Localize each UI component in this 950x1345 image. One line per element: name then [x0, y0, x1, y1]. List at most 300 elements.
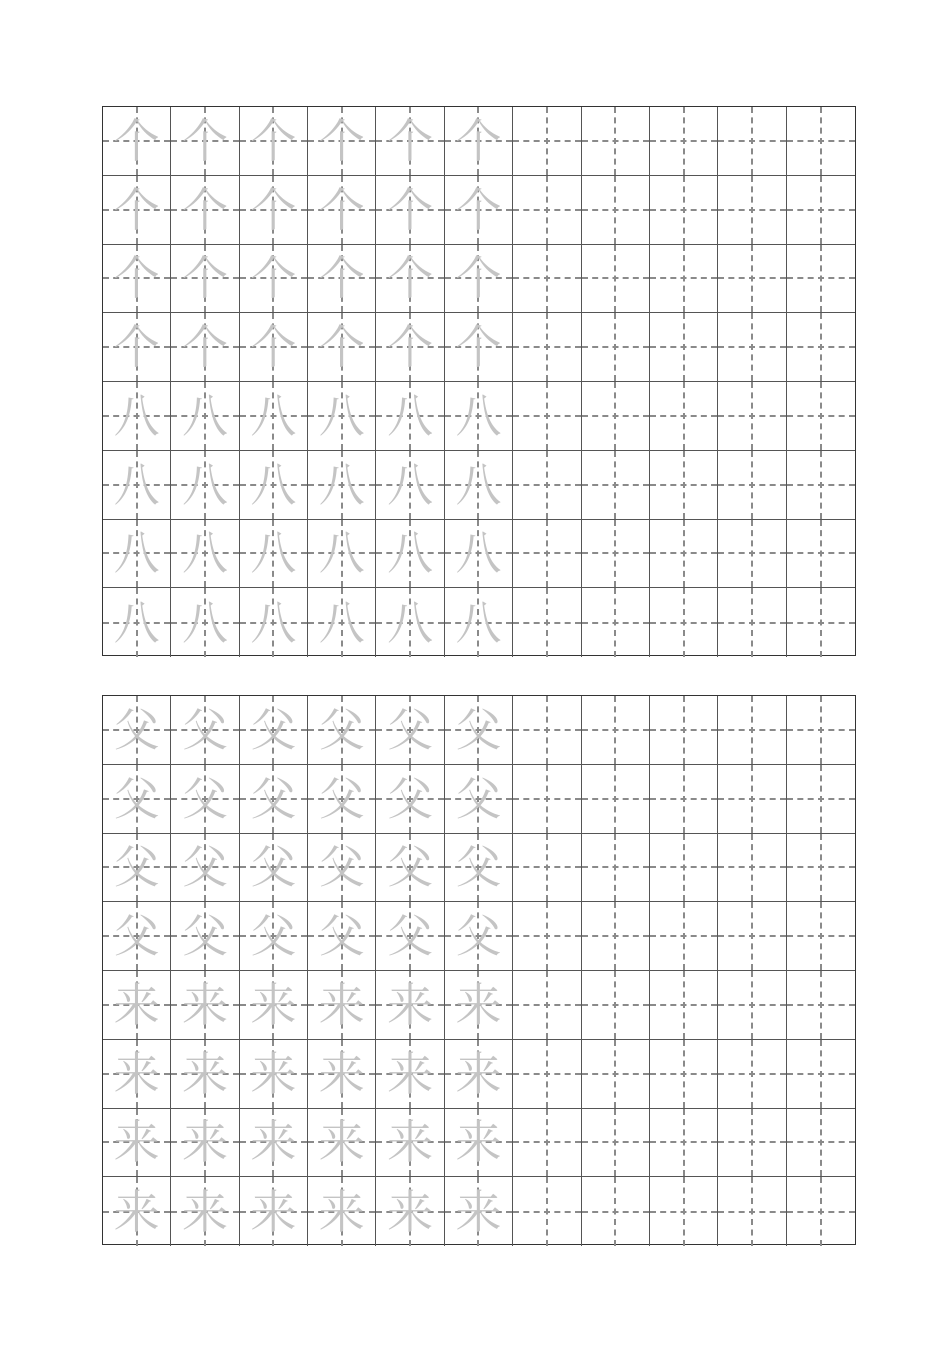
empty-cell [582, 765, 650, 834]
vertical-guide-line [683, 971, 685, 1039]
trace-character: 来 [387, 977, 434, 1032]
trace-character: 父 [182, 702, 229, 757]
vertical-guide-line [820, 245, 822, 313]
practice-row [103, 245, 855, 314]
empty-cell [582, 1177, 650, 1246]
trace-cell [308, 245, 376, 314]
trace-cell [171, 1177, 239, 1246]
empty-cell [650, 1040, 718, 1109]
trace-character: 父 [455, 702, 502, 757]
vertical-guide-line [683, 1177, 685, 1246]
trace-character: 来 [182, 1115, 229, 1170]
trace-character: 八 [182, 526, 229, 581]
empty-cell [513, 902, 581, 971]
trace-cell [445, 1177, 513, 1246]
trace-cell [308, 451, 376, 520]
empty-cell [718, 451, 786, 520]
trace-cell [445, 1109, 513, 1178]
vertical-guide-line [751, 176, 753, 244]
trace-cell [308, 176, 376, 245]
trace-cell [240, 971, 308, 1040]
vertical-guide-line [614, 696, 616, 764]
trace-cell [240, 382, 308, 451]
trace-character: 个 [455, 182, 502, 237]
trace-character: 个 [182, 251, 229, 306]
empty-cell [787, 765, 855, 834]
trace-character: 八 [387, 595, 434, 650]
trace-cell [445, 520, 513, 589]
empty-cell [650, 520, 718, 589]
empty-cell [513, 520, 581, 589]
trace-character: 八 [387, 388, 434, 443]
empty-cell [718, 176, 786, 245]
trace-character: 来 [387, 1184, 434, 1239]
trace-cell [376, 834, 444, 903]
vertical-guide-line [820, 382, 822, 450]
vertical-guide-line [546, 245, 548, 313]
vertical-guide-line [683, 176, 685, 244]
empty-cell [718, 520, 786, 589]
trace-character: 父 [113, 702, 160, 757]
vertical-guide-line [683, 765, 685, 833]
trace-character: 八 [455, 526, 502, 581]
trace-character: 八 [250, 595, 297, 650]
vertical-guide-line [614, 971, 616, 1039]
vertical-guide-line [751, 971, 753, 1039]
trace-character: 八 [182, 388, 229, 443]
vertical-guide-line [546, 107, 548, 175]
empty-cell [582, 588, 650, 657]
trace-character: 个 [182, 320, 229, 375]
trace-character: 父 [455, 771, 502, 826]
trace-character: 个 [113, 251, 160, 306]
empty-cell [582, 245, 650, 314]
vertical-guide-line [614, 176, 616, 244]
practice-row [103, 971, 855, 1040]
empty-cell [787, 176, 855, 245]
trace-character: 来 [318, 1046, 365, 1101]
trace-cell [308, 696, 376, 765]
trace-character: 八 [250, 388, 297, 443]
trace-cell [445, 696, 513, 765]
empty-cell [718, 696, 786, 765]
trace-cell [376, 176, 444, 245]
trace-cell [308, 971, 376, 1040]
trace-cell [376, 1040, 444, 1109]
vertical-guide-line [546, 176, 548, 244]
trace-character: 八 [113, 388, 160, 443]
practice-row [103, 1109, 855, 1178]
trace-character: 八 [113, 595, 160, 650]
vertical-guide-line [614, 382, 616, 450]
vertical-guide-line [683, 834, 685, 902]
trace-cell [376, 107, 444, 176]
trace-cell [240, 834, 308, 903]
trace-cell [376, 1177, 444, 1246]
trace-cell [171, 834, 239, 903]
trace-cell [103, 1040, 171, 1109]
vertical-guide-line [614, 834, 616, 902]
vertical-guide-line [820, 696, 822, 764]
trace-cell [240, 245, 308, 314]
empty-cell [513, 245, 581, 314]
practice-row [103, 696, 855, 765]
trace-character: 个 [318, 251, 365, 306]
trace-character: 来 [318, 977, 365, 1032]
practice-row [103, 1040, 855, 1109]
empty-cell [718, 588, 786, 657]
empty-cell [650, 107, 718, 176]
empty-cell [650, 313, 718, 382]
vertical-guide-line [751, 765, 753, 833]
trace-character: 八 [318, 526, 365, 581]
trace-character: 来 [455, 1184, 502, 1239]
trace-cell [103, 451, 171, 520]
empty-cell [650, 176, 718, 245]
trace-character: 父 [318, 702, 365, 757]
trace-cell [308, 1109, 376, 1178]
trace-character: 个 [113, 320, 160, 375]
trace-cell [240, 765, 308, 834]
trace-character: 父 [387, 771, 434, 826]
vertical-guide-line [751, 588, 753, 657]
trace-character: 个 [455, 251, 502, 306]
vertical-guide-line [820, 765, 822, 833]
trace-character: 八 [455, 388, 502, 443]
trace-character: 父 [182, 840, 229, 895]
trace-cell [103, 588, 171, 657]
trace-cell [171, 765, 239, 834]
trace-character: 来 [387, 1046, 434, 1101]
trace-cell [171, 313, 239, 382]
trace-cell [240, 1177, 308, 1246]
empty-cell [650, 245, 718, 314]
empty-cell [787, 382, 855, 451]
trace-cell [103, 382, 171, 451]
vertical-guide-line [683, 107, 685, 175]
empty-cell [787, 834, 855, 903]
trace-character: 来 [113, 977, 160, 1032]
trace-cell [308, 313, 376, 382]
vertical-guide-line [820, 971, 822, 1039]
trace-character: 八 [182, 457, 229, 512]
trace-cell [376, 696, 444, 765]
trace-cell [308, 588, 376, 657]
trace-character: 个 [387, 113, 434, 168]
trace-character: 八 [250, 526, 297, 581]
vertical-guide-line [683, 313, 685, 381]
trace-character: 来 [250, 1184, 297, 1239]
trace-character: 个 [250, 320, 297, 375]
vertical-guide-line [820, 1177, 822, 1246]
trace-cell [240, 1040, 308, 1109]
empty-cell [513, 313, 581, 382]
empty-cell [650, 382, 718, 451]
empty-cell [650, 971, 718, 1040]
practice-row [103, 107, 855, 176]
trace-character: 来 [113, 1184, 160, 1239]
trace-cell [103, 313, 171, 382]
empty-cell [513, 451, 581, 520]
trace-cell [171, 451, 239, 520]
empty-cell [513, 382, 581, 451]
vertical-guide-line [751, 520, 753, 588]
trace-cell [103, 971, 171, 1040]
vertical-guide-line [614, 588, 616, 657]
vertical-guide-line [683, 520, 685, 588]
vertical-guide-line [614, 245, 616, 313]
trace-cell [171, 696, 239, 765]
trace-character: 父 [113, 909, 160, 964]
trace-cell [308, 520, 376, 589]
trace-character: 个 [182, 113, 229, 168]
trace-cell [308, 107, 376, 176]
trace-character: 父 [113, 840, 160, 895]
trace-cell [376, 313, 444, 382]
vertical-guide-line [683, 245, 685, 313]
trace-cell [445, 107, 513, 176]
vertical-guide-line [546, 451, 548, 519]
practice-grid-1 [102, 106, 856, 656]
empty-cell [718, 245, 786, 314]
trace-cell [171, 1040, 239, 1109]
vertical-guide-line [820, 451, 822, 519]
vertical-guide-line [820, 1109, 822, 1177]
vertical-guide-line [683, 696, 685, 764]
empty-cell [650, 588, 718, 657]
vertical-guide-line [820, 834, 822, 902]
trace-cell [171, 902, 239, 971]
empty-cell [718, 765, 786, 834]
trace-cell [445, 971, 513, 1040]
empty-cell [787, 313, 855, 382]
trace-cell [171, 588, 239, 657]
practice-row [103, 313, 855, 382]
trace-character: 个 [250, 182, 297, 237]
trace-cell [376, 451, 444, 520]
trace-character: 父 [113, 771, 160, 826]
vertical-guide-line [546, 1177, 548, 1246]
vertical-guide-line [751, 451, 753, 519]
trace-character: 来 [182, 1184, 229, 1239]
empty-cell [582, 834, 650, 903]
trace-character: 八 [182, 595, 229, 650]
trace-cell [445, 902, 513, 971]
trace-character: 个 [318, 182, 365, 237]
trace-character: 父 [182, 771, 229, 826]
trace-cell [240, 451, 308, 520]
empty-cell [513, 971, 581, 1040]
empty-cell [513, 696, 581, 765]
vertical-guide-line [683, 451, 685, 519]
trace-character: 个 [250, 113, 297, 168]
trace-character: 个 [113, 182, 160, 237]
trace-cell [445, 176, 513, 245]
empty-cell [513, 1177, 581, 1246]
trace-cell [103, 1177, 171, 1246]
empty-cell [513, 176, 581, 245]
trace-character: 来 [455, 1046, 502, 1101]
vertical-guide-line [546, 382, 548, 450]
empty-cell [582, 696, 650, 765]
vertical-guide-line [614, 520, 616, 588]
trace-character: 来 [387, 1115, 434, 1170]
trace-cell [445, 588, 513, 657]
trace-cell [103, 834, 171, 903]
vertical-guide-line [751, 107, 753, 175]
trace-cell [171, 176, 239, 245]
trace-character: 来 [113, 1046, 160, 1101]
trace-cell [376, 765, 444, 834]
trace-cell [308, 1040, 376, 1109]
trace-character: 父 [387, 909, 434, 964]
trace-cell [308, 834, 376, 903]
trace-character: 八 [387, 526, 434, 581]
empty-cell [650, 902, 718, 971]
vertical-guide-line [546, 696, 548, 764]
empty-cell [513, 588, 581, 657]
vertical-guide-line [751, 245, 753, 313]
practice-row [103, 1177, 855, 1246]
trace-character: 八 [455, 595, 502, 650]
trace-character: 个 [318, 320, 365, 375]
vertical-guide-line [751, 902, 753, 970]
trace-cell [445, 834, 513, 903]
trace-character: 个 [387, 320, 434, 375]
trace-character: 八 [250, 457, 297, 512]
trace-character: 个 [182, 182, 229, 237]
trace-character: 父 [250, 840, 297, 895]
empty-cell [787, 1109, 855, 1178]
vertical-guide-line [751, 313, 753, 381]
trace-character: 八 [455, 457, 502, 512]
vertical-guide-line [614, 107, 616, 175]
empty-cell [718, 1177, 786, 1246]
empty-cell [582, 382, 650, 451]
trace-cell [103, 520, 171, 589]
trace-cell [240, 107, 308, 176]
empty-cell [787, 520, 855, 589]
trace-cell [240, 588, 308, 657]
vertical-guide-line [751, 1040, 753, 1108]
trace-character: 来 [250, 1115, 297, 1170]
vertical-guide-line [683, 1040, 685, 1108]
trace-cell [171, 1109, 239, 1178]
vertical-guide-line [751, 1109, 753, 1177]
vertical-guide-line [820, 1040, 822, 1108]
trace-cell [308, 902, 376, 971]
trace-cell [376, 1109, 444, 1178]
vertical-guide-line [546, 588, 548, 657]
trace-character: 八 [318, 457, 365, 512]
vertical-guide-line [546, 1040, 548, 1108]
vertical-guide-line [546, 834, 548, 902]
practice-row [103, 520, 855, 589]
trace-character: 八 [113, 526, 160, 581]
trace-cell [240, 902, 308, 971]
empty-cell [513, 1109, 581, 1178]
practice-row [103, 176, 855, 245]
trace-character: 父 [455, 909, 502, 964]
empty-cell [718, 834, 786, 903]
trace-character: 父 [455, 840, 502, 895]
vertical-guide-line [546, 313, 548, 381]
trace-cell [445, 765, 513, 834]
trace-cell [171, 382, 239, 451]
empty-cell [582, 1040, 650, 1109]
vertical-guide-line [751, 1177, 753, 1246]
trace-character: 个 [387, 251, 434, 306]
empty-cell [513, 1040, 581, 1109]
trace-cell [308, 765, 376, 834]
empty-cell [650, 765, 718, 834]
vertical-guide-line [546, 765, 548, 833]
trace-cell [445, 313, 513, 382]
empty-cell [582, 176, 650, 245]
trace-cell [103, 176, 171, 245]
trace-character: 父 [250, 909, 297, 964]
empty-cell [787, 588, 855, 657]
trace-character: 父 [387, 840, 434, 895]
trace-cell [171, 520, 239, 589]
empty-cell [582, 107, 650, 176]
trace-cell [445, 245, 513, 314]
vertical-guide-line [683, 1109, 685, 1177]
trace-cell [103, 245, 171, 314]
trace-character: 来 [182, 977, 229, 1032]
vertical-guide-line [546, 902, 548, 970]
trace-cell [240, 313, 308, 382]
vertical-guide-line [683, 588, 685, 657]
empty-cell [787, 1040, 855, 1109]
trace-character: 八 [318, 595, 365, 650]
trace-cell [103, 107, 171, 176]
trace-character: 个 [318, 113, 365, 168]
practice-row [103, 902, 855, 971]
trace-cell [240, 696, 308, 765]
vertical-guide-line [614, 313, 616, 381]
empty-cell [787, 1177, 855, 1246]
vertical-guide-line [614, 1040, 616, 1108]
vertical-guide-line [820, 902, 822, 970]
vertical-guide-line [683, 382, 685, 450]
empty-cell [582, 902, 650, 971]
empty-cell [513, 107, 581, 176]
vertical-guide-line [614, 1177, 616, 1246]
trace-character: 来 [318, 1184, 365, 1239]
trace-cell [171, 245, 239, 314]
vertical-guide-line [820, 588, 822, 657]
trace-cell [103, 1109, 171, 1178]
trace-character: 父 [318, 840, 365, 895]
vertical-guide-line [751, 696, 753, 764]
trace-character: 个 [113, 113, 160, 168]
trace-character: 来 [455, 977, 502, 1032]
trace-cell [171, 971, 239, 1040]
trace-character: 八 [113, 457, 160, 512]
trace-cell [103, 696, 171, 765]
trace-character: 父 [318, 771, 365, 826]
practice-row [103, 588, 855, 657]
trace-cell [240, 1109, 308, 1178]
empty-cell [718, 382, 786, 451]
empty-cell [582, 313, 650, 382]
trace-character: 个 [250, 251, 297, 306]
trace-character: 父 [387, 702, 434, 757]
empty-cell [582, 451, 650, 520]
empty-cell [513, 834, 581, 903]
empty-cell [582, 520, 650, 589]
